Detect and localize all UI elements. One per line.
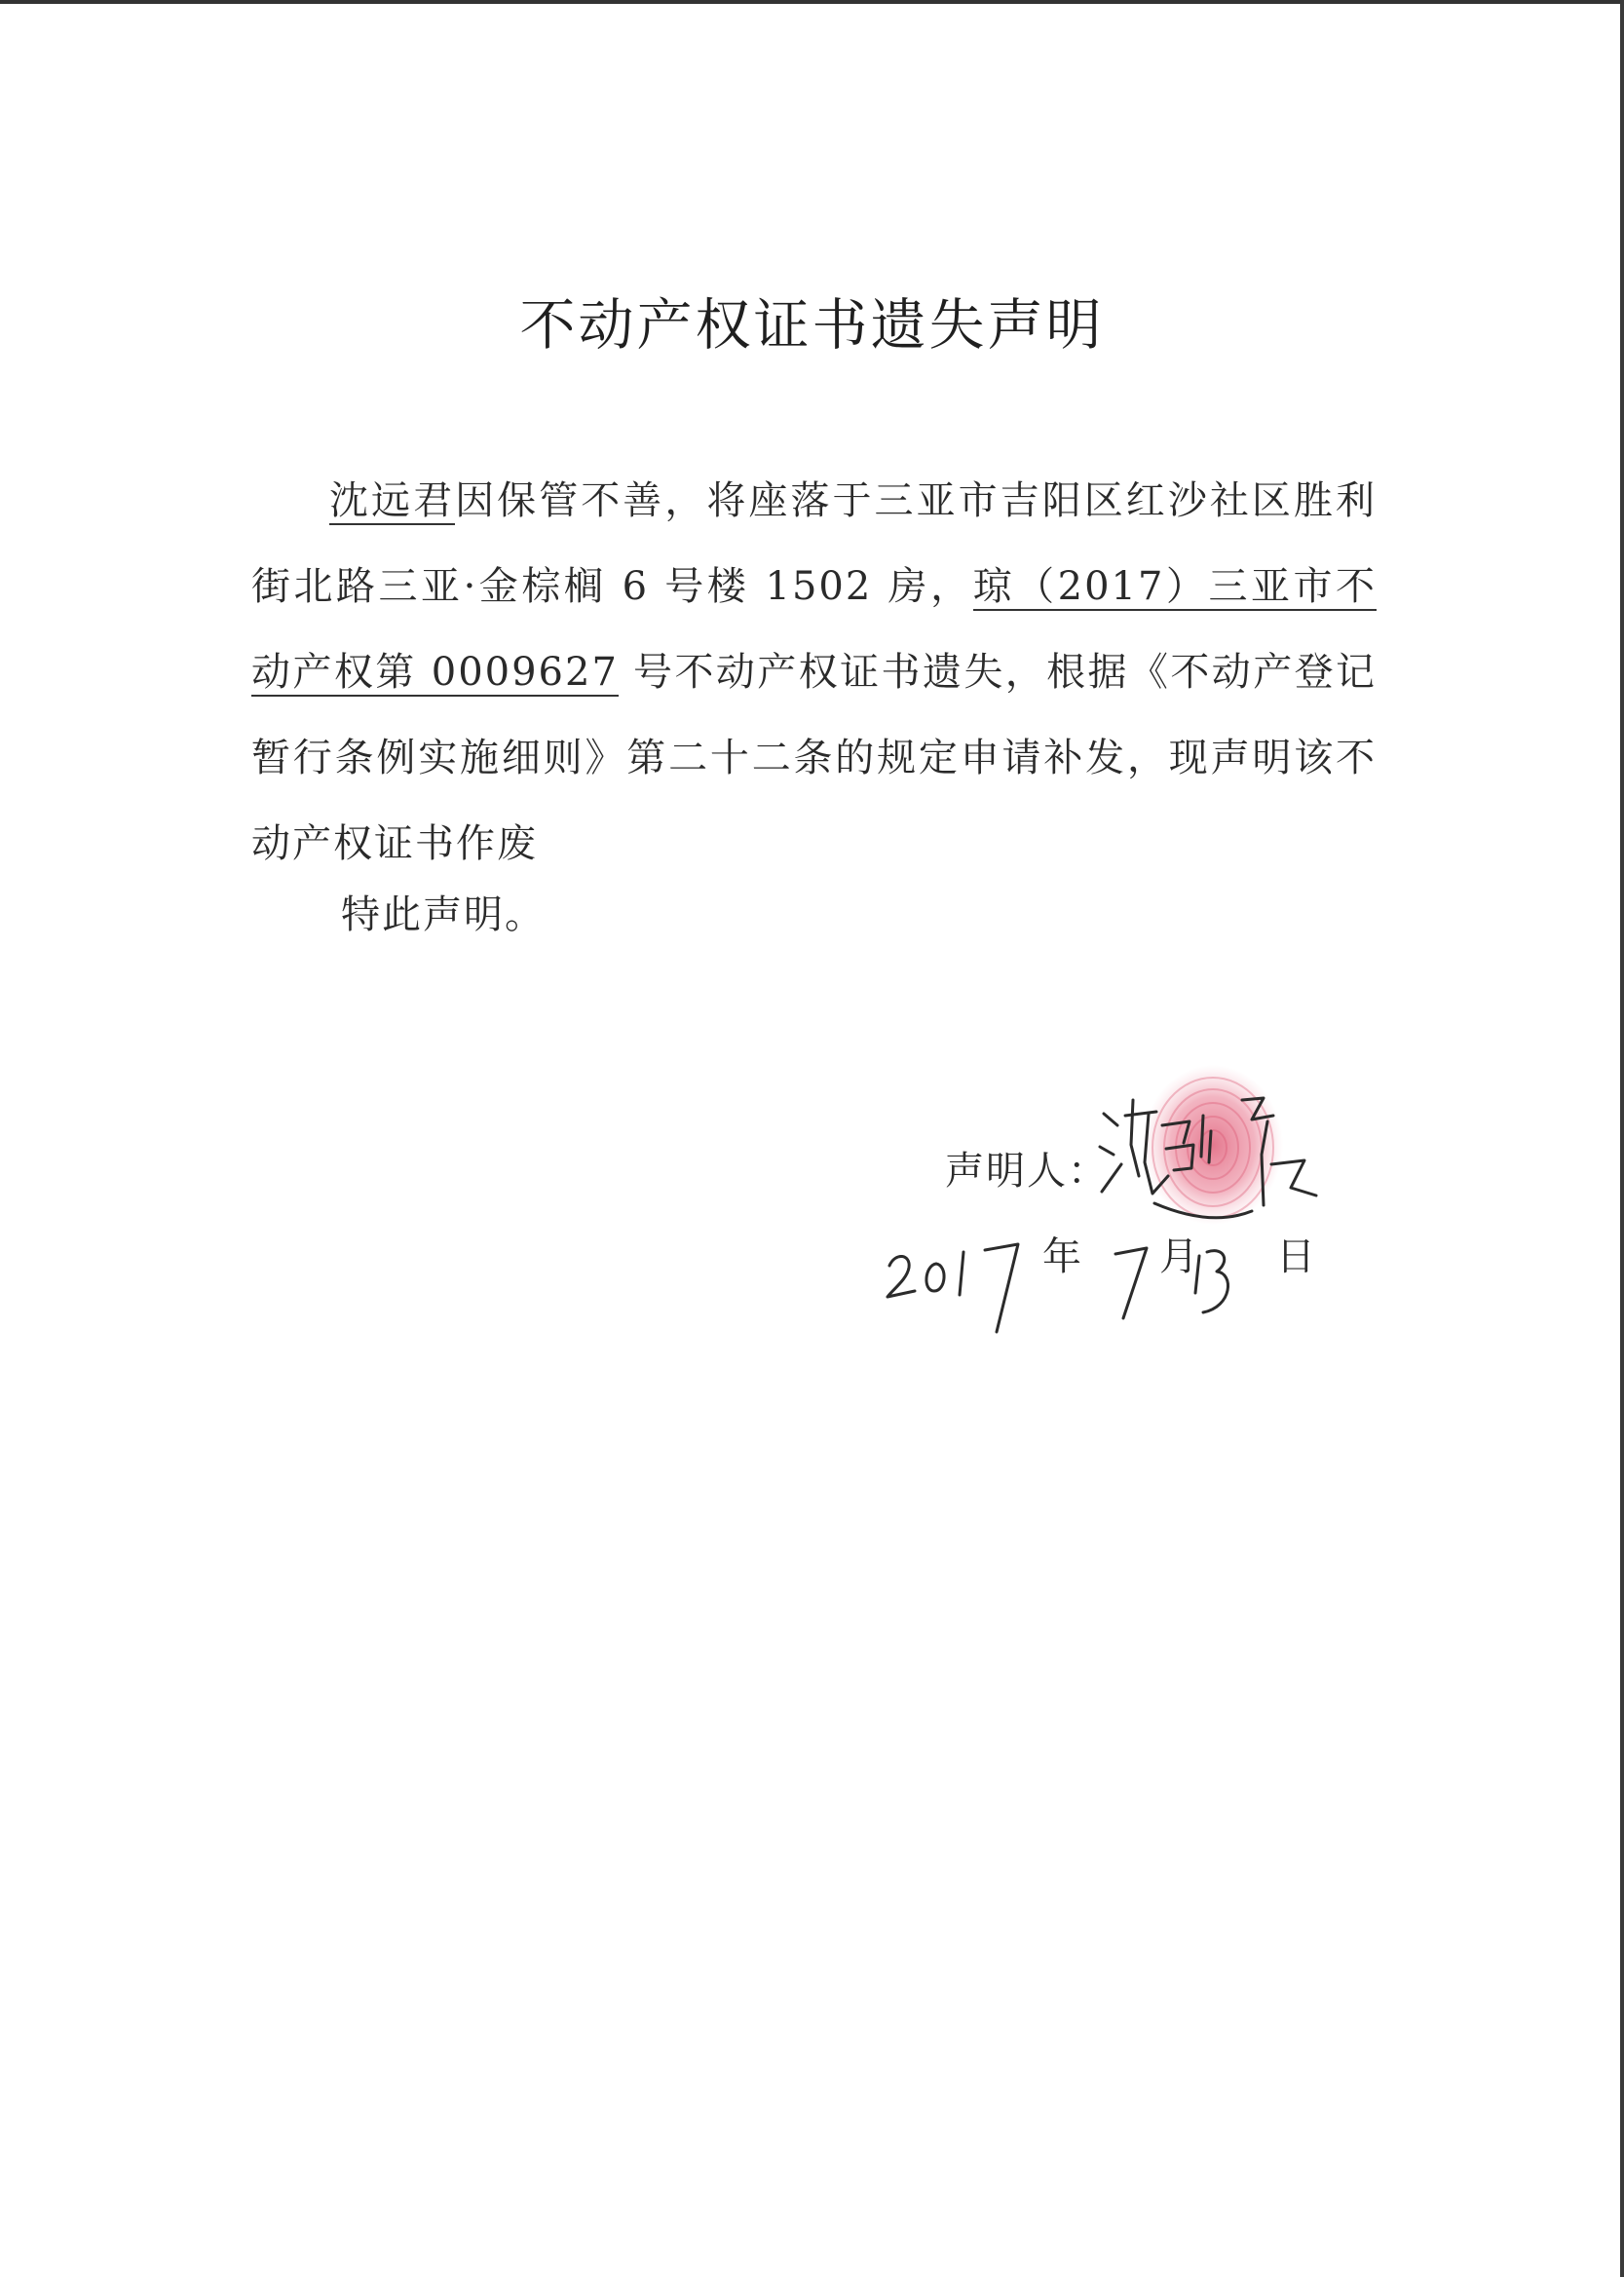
declaration-text-1: 因保管不善，将座落于三亚市吉阳区红沙社区胜利街北路三亚·金棕榈 6 号楼 1502 房，: [251, 478, 1377, 609]
day-unit: 日: [1276, 1234, 1315, 1279]
document-title: 不动产权证书遗失声明: [519, 293, 1105, 358]
owner-name: 沈远君: [329, 478, 456, 523]
scan-border-top: [0, 0, 1624, 4]
month-unit: 月: [1159, 1234, 1198, 1279]
declaration-text-2: 号不动产权证书遗失，根据《不动产登记暂行条例实施细则》第二十二条的规定申请补发，现声明该不动产权证书作废: [251, 650, 1378, 866]
handwritten-date: [882, 1223, 1320, 1340]
signer-label: 声明人：: [945, 1149, 1109, 1194]
certificate-number: 琼（2017）三亚市不动产权第 0009627: [251, 564, 1377, 695]
declaration-paragraph: [251, 458, 1377, 887]
closing-statement: 特此声明。: [341, 892, 546, 937]
year-unit: 年: [1042, 1234, 1081, 1279]
handwritten-signature: [1096, 1086, 1320, 1233]
